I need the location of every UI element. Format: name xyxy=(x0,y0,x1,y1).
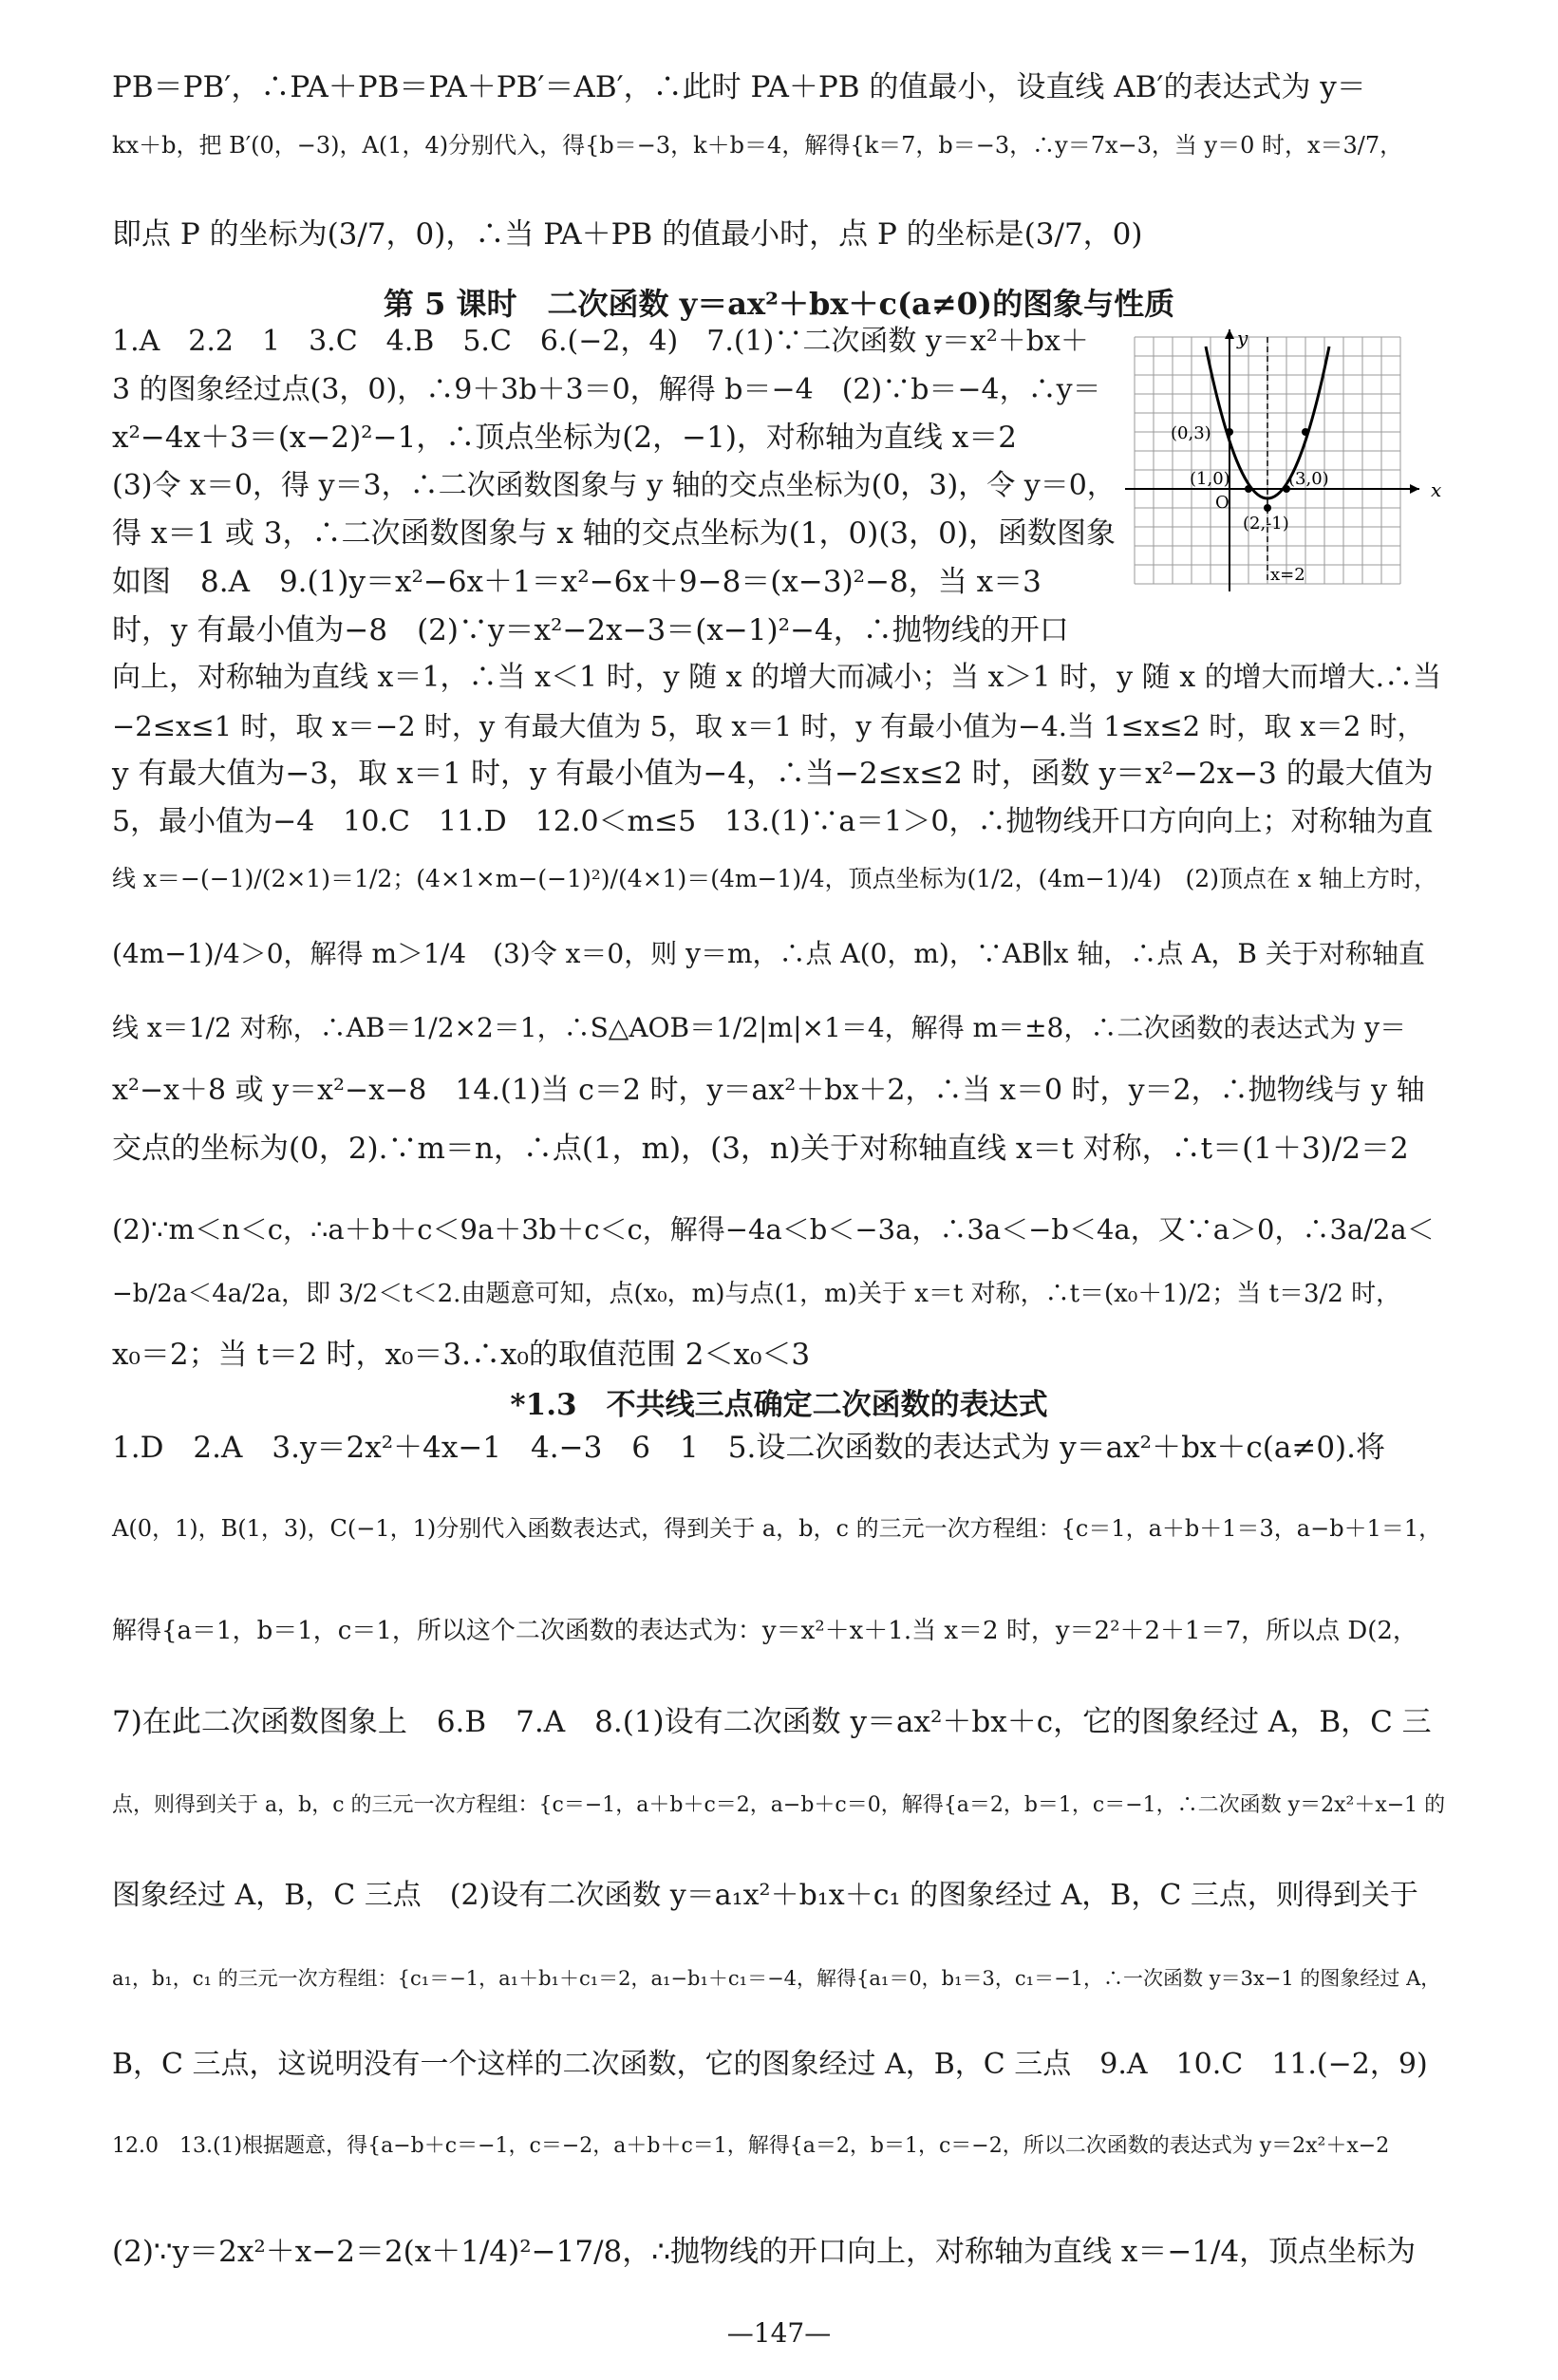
text-line: a₁，b₁，c₁ 的三元一次方程组：{c₁＝−1，a₁＋b₁＋c₁＝2，a₁−b₁＋c₁＝−4，解得{a₁＝0，b₁＝3，c₁＝−1，∴一次函数 y＝3x−1 的图象经过 A， xyxy=(112,1967,1441,1990)
text-line: 向上，对称轴为直线 x＝1，∴当 x＜1 时，y 随 x 的增大而减小；当 x＞1 时，y 随 x 的增大而增大.∴当 xyxy=(112,661,1442,694)
text-line: kx＋b，把 B′(0，−3)，A(1，4)分别代入，得{b＝−3，k＋b＝4，解得{k＝7，b＝−3，∴y＝7x−3，当 y＝0 时，x＝3/7， xyxy=(112,132,1403,159)
point-1-0 xyxy=(1245,485,1252,493)
text-line: 1.A 2.2 1 3.C 4.B 5.C 6.(−2，4) 7.(1)∵二次函数 y＝x²＋bx＋ xyxy=(112,325,1089,358)
text-line: x₀＝2；当 t＝2 时，x₀＝3.∴x₀的取值范围 2＜x₀＜3 xyxy=(112,1338,811,1372)
text-line: x²−4x＋3＝(x−2)²−1，∴顶点坐标为(2，−1)，对称轴为直线 x＝2 xyxy=(112,421,1017,455)
point-0-3 xyxy=(1226,428,1233,436)
point-label: (3,0) xyxy=(1288,469,1329,489)
text-line: B，C 三点，这说明没有一个这样的二次函数，它的图象经过 A，B，C 三点 9.A 10.C 11.(−2，9) xyxy=(112,2048,1428,2081)
text-line: 得 x＝1 或 3，∴二次函数图象与 x 轴的交点坐标为(1，0)(3，0)，函数图象 xyxy=(112,516,1116,551)
text-line: (4m−1)/4＞0，解得 m＞1/4 (3)令 x＝0，则 y＝m，∴点 A(0，m)，∵AB∥x 轴，∴点 A，B 关于对称轴直 xyxy=(112,938,1425,969)
text-line: 1.D 2.A 3.y＝2x²＋4x−1 4.−3 6 1 5.设二次函数的表达式为 y＝ax²＋bx＋c(a≠0).将 xyxy=(112,1431,1385,1465)
text-line: A(0，1)，B(1，3)，C(−1，1)分别代入函数表达式，得到关于 a，b，c 的三元一次方程组：{c＝1，a＋b＋1＝3，a−b＋1＝1， xyxy=(112,1515,1442,1542)
text-line: (2)∵m＜n＜c，∴a＋b＋c＜9a＋3b＋c＜c，解得−4a＜b＜−3a，∴3a＜−b＜4a，又∵a＞0，∴3a/2a＜ xyxy=(112,1213,1435,1246)
text-line: (3)令 x＝0，得 y＝3，∴二次函数图象与 y 轴的交点坐标为(0，3)，令 y＝0， xyxy=(112,469,1116,502)
x-axis-label: x xyxy=(1431,478,1442,501)
symmetry-label: x=2 xyxy=(1270,565,1305,585)
vertex-point xyxy=(1264,504,1271,512)
text-line: −b/2a＜4a/2a，即 3/2＜t＜2.由题意可知，点(x₀，m)与点(1，m)关于 x＝t 对称，∴t＝(x₀＋1)/2；当 t＝3/2 时， xyxy=(112,1280,1401,1308)
text-line: 5，最小值为−4 10.C 11.D 12.0＜m≤5 13.(1)∵a＝1＞0，∴抛物线开口方向向上；对称轴为直 xyxy=(112,805,1434,838)
text-line: 点，则得到关于 a，b，c 的三元一次方程组：{c＝−1，a＋b＋c＝2，a−b＋c＝0，解得{a＝2，b＝1，c＝−1，∴二次函数 y＝2x²＋x−1 的 xyxy=(112,1793,1446,1817)
text-line: 交点的坐标为(0，2).∵m＝n，∴点(1，m)，(3，n)关于对称轴直线 x＝t 对称，∴t＝(1＋3)/2＝2 xyxy=(112,1132,1409,1166)
y-axis-label: y xyxy=(1237,328,1248,349)
section-heading: 第 5 课时 二次函数 y＝ax²＋bx＋c(a≠0)的图象与性质 xyxy=(383,286,1175,322)
parabola-graph xyxy=(1125,328,1448,593)
text-line: PB＝PB′，∴PA＋PB＝PA＋PB′＝AB′，∴此时 PA＋PB 的值最小，设直线 AB′的表达式为 y＝ xyxy=(112,70,1366,104)
text-line: 时，y 有最小值为−8 (2)∵y＝x²−2x−3＝(x−1)²−4，∴抛物线的开口 xyxy=(112,613,1069,647)
text-line: 线 x＝1/2 对称，∴AB＝1/2×2＝1，∴S△AOB＝1/2|m|×1＝4，解得 m＝±8，∴二次函数的表达式为 y＝ xyxy=(112,1012,1407,1043)
text-line: 线 x＝−(−1)/(2×1)＝1/2；(4×1×m−(−1)²)/(4×1)＝(4m−1)/4，顶点坐标为(1/2，(4m−1)/4) (2)顶点在 x 轴上方时， xyxy=(112,865,1437,892)
page-number: —147— xyxy=(726,2317,832,2349)
text-line: 12.0 13.(1)根据题意，得{a−b＋c＝−1，c＝−2，a＋b＋c＝1，解得{a＝2，b＝1，c＝−2，所以二次函数的表达式为 y＝2x²＋x−2 xyxy=(112,2134,1390,2158)
text-line: −2≤x≤1 时，取 x＝−2 时，y 有最大值为 5，取 x＝1 时，y 有最小值为−4.当 1≤x≤2 时，取 x＝2 时， xyxy=(112,710,1425,742)
vertex-label: (2,-1) xyxy=(1243,514,1289,534)
text-line: y 有最大值为−3，取 x＝1 时，y 有最小值为−4，∴当−2≤x≤2 时，函数 y＝x²−2x−3 的最大值为 xyxy=(112,757,1434,791)
text-line: 图象经过 A，B，C 三点 (2)设有二次函数 y＝a₁x²＋b₁x＋c₁ 的图象经过 A，B，C 三点，则得到关于 xyxy=(112,1879,1418,1912)
section-heading: *1.3 不共线三点确定二次函数的表达式 xyxy=(510,1388,1048,1422)
point-label: (0,3) xyxy=(1171,423,1211,443)
text-line: 3 的图象经过点(3，0)，∴9＋3b＋3＝0，解得 b＝−4 (2)∵b＝−4，∴y＝ xyxy=(112,373,1101,406)
origin-label: O xyxy=(1215,493,1230,513)
text-line: x²−x＋8 或 y＝x²−x−8 14.(1)当 c＝2 时，y＝ax²＋bx＋2，∴当 x＝0 时，y＝2，∴抛物线与 y 轴 xyxy=(112,1074,1425,1107)
text-line: (2)∵y＝2x²＋x−2＝2(x＋1/4)²−17/8，∴抛物线的开口向上，对称轴为直线 x＝−1/4，顶点坐标为 xyxy=(112,2235,1417,2269)
text-line: 即点 P 的坐标为(3/7，0)，∴当 PA＋PB 的值最小时，点 P 的坐标是(3/7，0) xyxy=(112,217,1143,252)
point-label: (1,0) xyxy=(1190,469,1230,489)
point-4-3 xyxy=(1302,428,1309,436)
text-line: 如图 8.A 9.(1)y＝x²−6x＋1＝x²−6x＋9−8＝(x−3)²−8，当 x＝3 xyxy=(112,565,1042,599)
text-line: 7)在此二次函数图象上 6.B 7.A 8.(1)设有二次函数 y＝ax²＋bx＋c，它的图象经过 A，B，C 三 xyxy=(112,1705,1432,1739)
text-line: 解得{a＝1，b＝1，c＝1，所以这个二次函数的表达式为：y＝x²＋x＋1.当 x＝2 时，y＝2²＋2＋1＝7，所以点 D(2， xyxy=(112,1617,1417,1645)
